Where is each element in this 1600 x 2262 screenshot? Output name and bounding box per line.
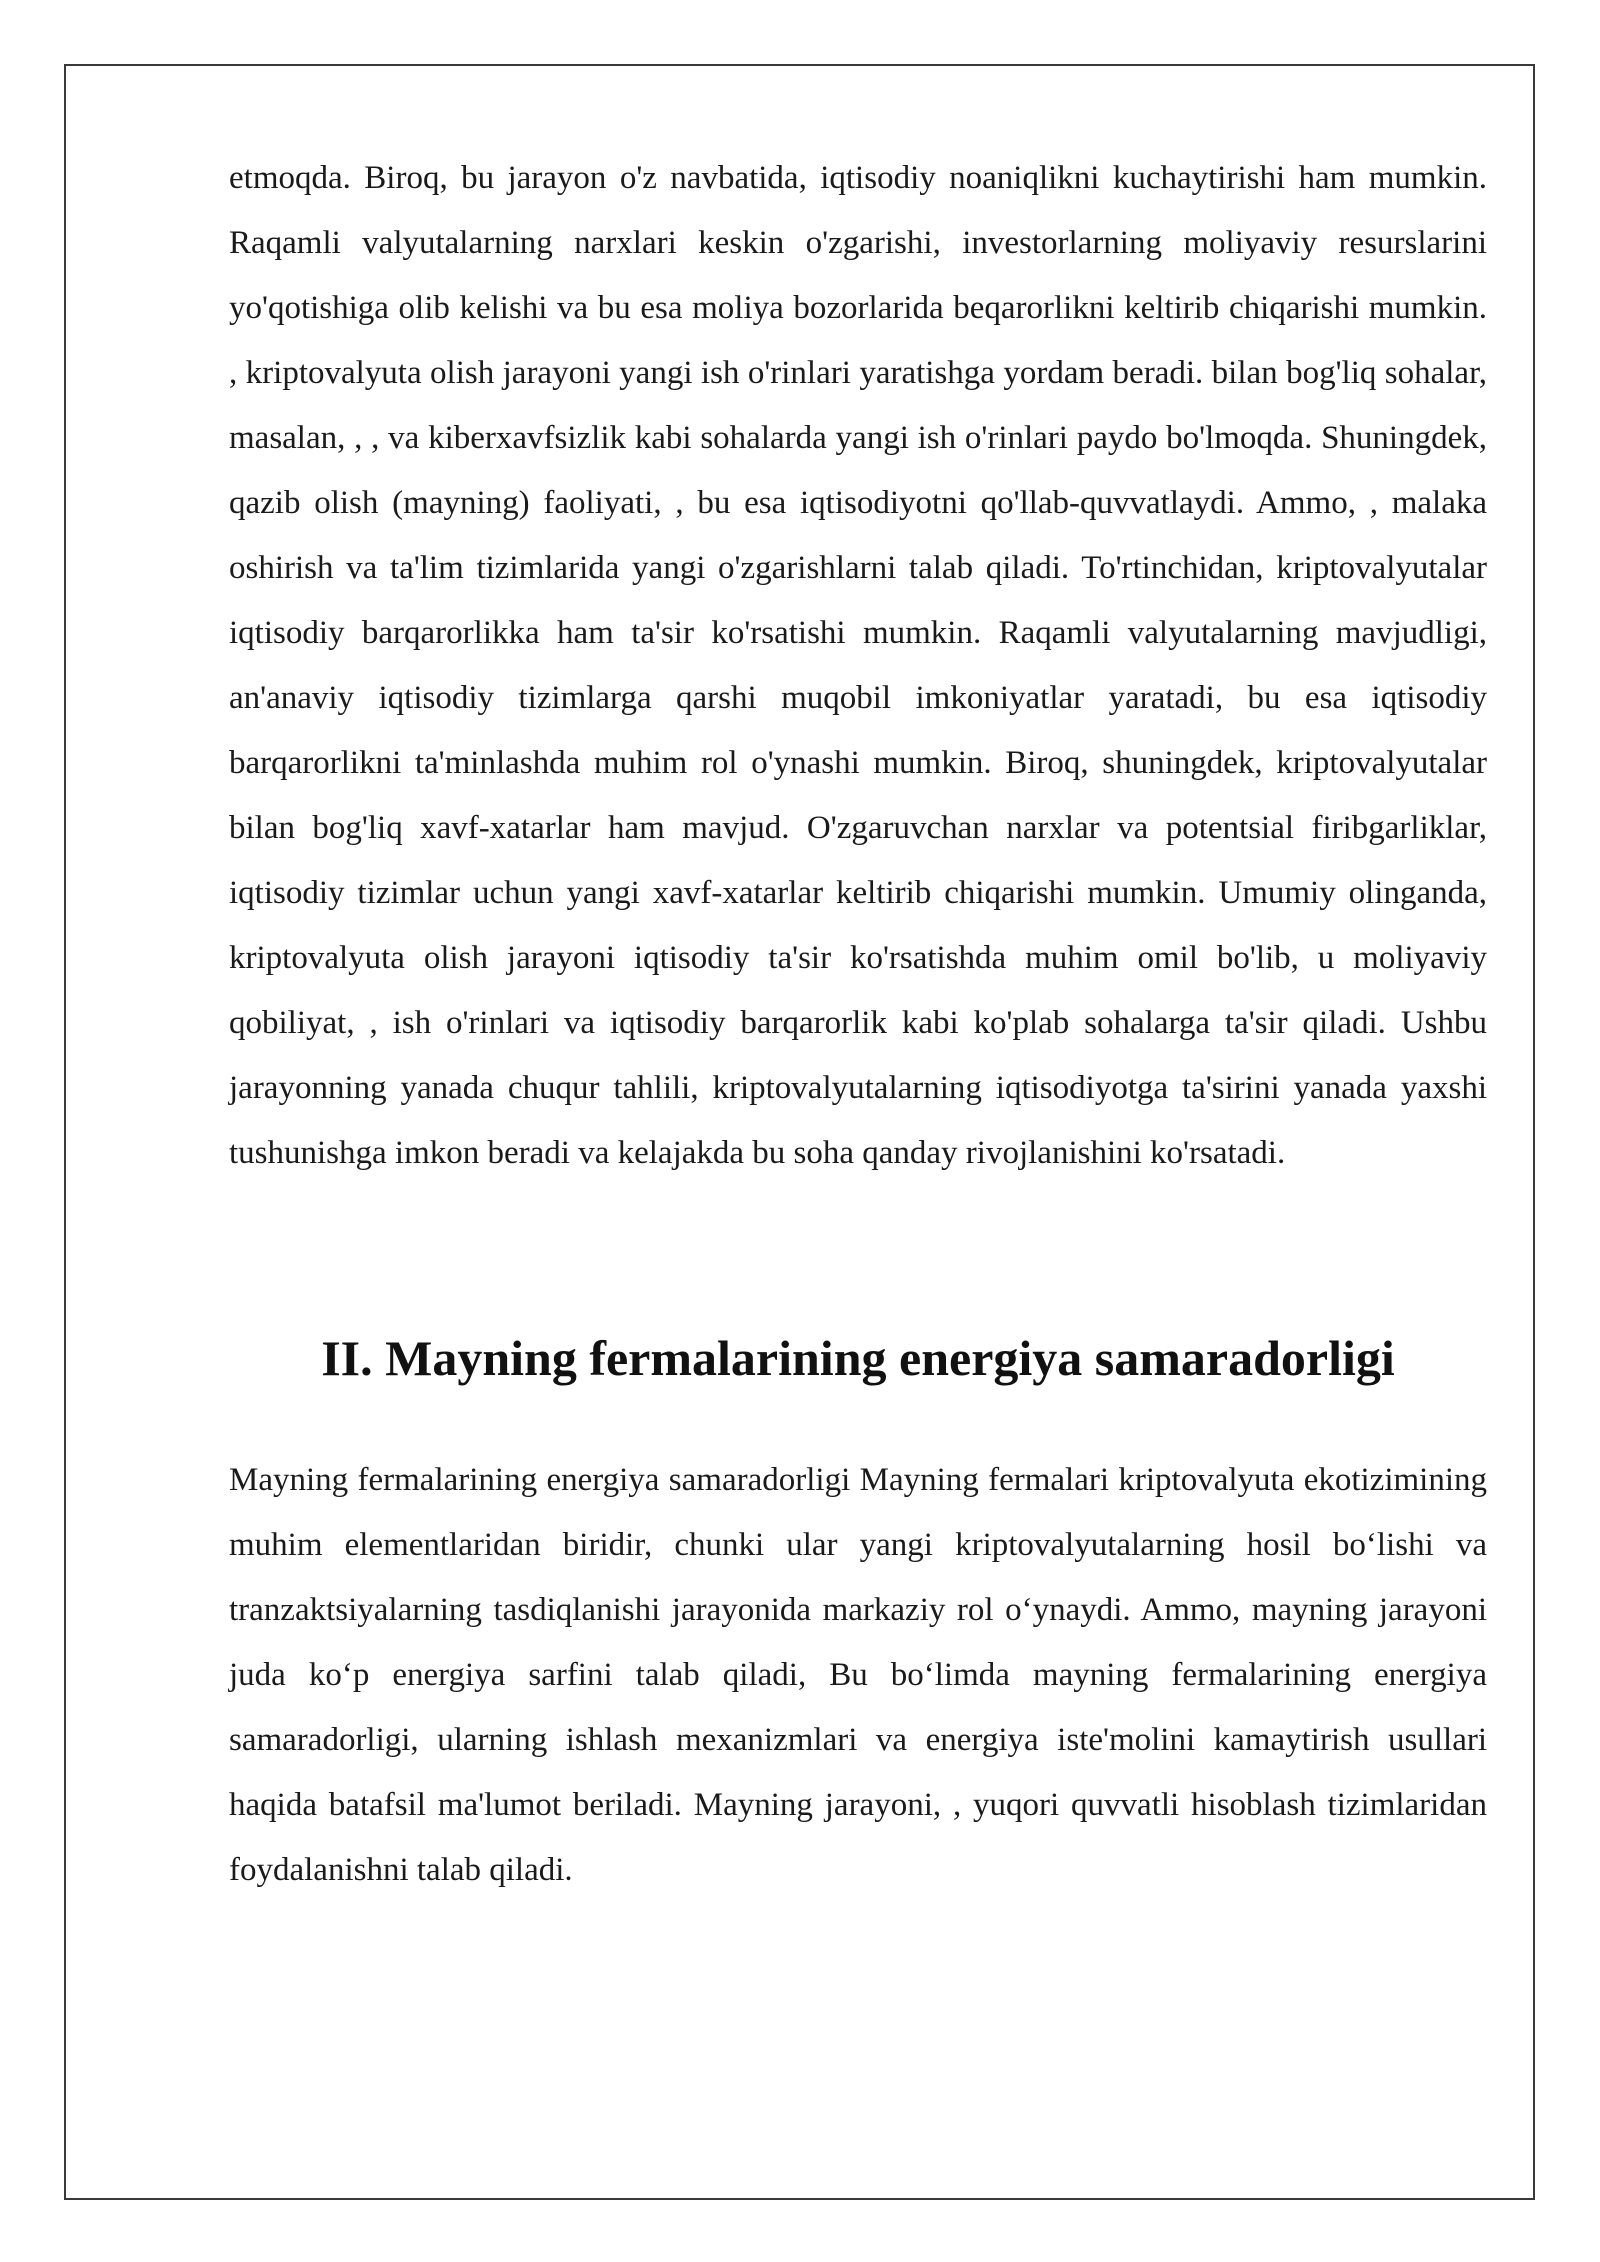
body-paragraph-section-2: Mayning fermalarining energiya samaradorligi Mayning fermalari kriptovalyuta ekotizimining muhim elementlaridan biridir, chunki ular yangi kriptovalyutalarning hosil bo‘lishi va tranzaktsiyalarning tasdiqlanishi jarayonida markaziy rol o‘ynaydi. Ammo, mayning jarayoni juda ko‘p energiya sarfini talab qiladi, Bu bo‘limda mayning fermalarining energiya samaradorligi, ularning ishlash mexanizmlari va energiya iste'molini kamaytirish usullari haqida batafsil ma'lumot beriladi. Mayning jarayoni, , yuqori quvvatli hisoblash tizimlaridan foydalanishni talab qiladi.: [229, 1462, 1487, 1888]
document-body: [229, 146, 1487, 1903]
body-paragraph: etmoqda. Biroq, bu jarayon o'z navbatida, iqtisodiy noaniqlikni kuchaytirishi ham mumkin. Raqamli valyutalarning narxlari keskin o'zgarishi, investorlarning moliyaviy resurslarini yo'qotishiga olib kelishi va bu esa moliya bozorlarida beqarorlikni keltirib chiqarishi mumkin. , kriptovalyuta olish jarayoni yangi ish o'rinlari yaratishga yordam beradi. bilan bog'liq sohalar, masalan, , , va kiberxavfsizlik kabi sohalarda yangi ish o'rinlari paydo bo'lmoqda. Shuningdek, qazib olish (mayning) faoliyati, , bu esa iqtisodiyotni qo'llab-quvvatlaydi. Ammo, , malaka oshirish va ta'lim tizimlarida yangi o'zgarishlarni talab qiladi. To'rtinchidan, kriptovalyutalar iqtisodiy barqarorlikka ham ta'sir ko'rsatishi mumkin. Raqamli valyutalarning mavjudligi, an'anaviy iqtisodiy tizimlarga qarshi muqobil imkoniyatlar yaratadi, bu esa iqtisodiy barqarorlikni ta'minlashda muhim rol o'ynashi mumkin. Biroq, shuningdek, kriptovalyutalar bilan bog'liq xavf-xatarlar ham mavjud. O'zgaruvchan narxlar va potentsial firibgarliklar, iqtisodiy tizimlar uchun yangi xavf-xatarlar keltirib chiqarishi mumkin. Umumiy olinganda, kriptovalyuta olish jarayoni iqtisodiy ta'sir ko'rsatishda muhim omil bo'lib, u moliyaviy qobiliyat, , ish o'rinlari va iqtisodiy barqarorlik kabi ko'plab sohalarga ta'sir qiladi. Ushbu jarayonning yanada chuqur tahlili, kriptovalyutalarning iqtisodiyotga ta'sirini yanada yaxshi tushunishga imkon beradi va kelajakda bu soha qanday rivojlanishini ko'rsatadi.: [229, 160, 1487, 1171]
section-heading: II. Mayning fermalarining energiya samaradorligi: [321, 1330, 1395, 1386]
section-heading-wrapper: [229, 1328, 1487, 1388]
